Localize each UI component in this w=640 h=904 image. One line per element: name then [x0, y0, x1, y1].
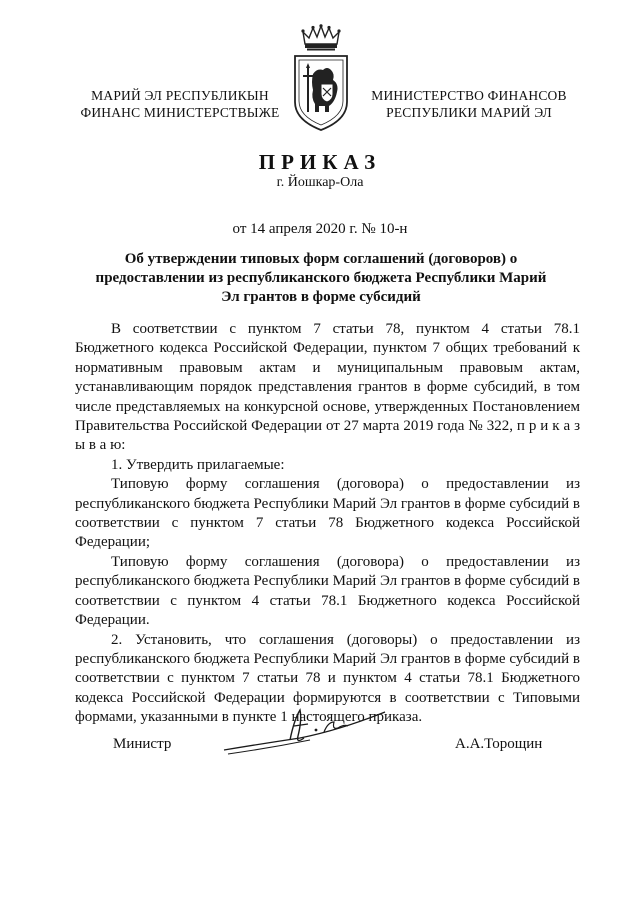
header-right-line2: РЕСПУБЛИКИ МАРИЙ ЭЛ — [386, 105, 552, 120]
coat-of-arms-icon — [291, 24, 351, 132]
signatory-role: Министр — [113, 736, 172, 752]
header-right-line1: МИНИСТЕРСТВО ФИНАНСОВ — [371, 88, 567, 103]
header-left-block — [80, 87, 280, 121]
body-paragraph-5: 2. Установить, что соглашения (договоры) о предоставлении из республиканского бюджета Республики Марий Эл грантов в форме субсидий в соответствии с пунктом 7 статьи 78 и пунктом 4 статьи 78.1 Бюджетного кодекса Российской Федерации формируются в соответствии с Типовыми формами, указанными в пункте 1 настоящего приказа. — [75, 631, 580, 726]
body-paragraph-2: 1. Утвердить прилагаемые: — [111, 456, 285, 473]
handwritten-signature — [220, 700, 390, 760]
body-paragraph-4: Типовую форму соглашения (договора) о предоставлении из республиканского бюджета Республики Марий Эл грантов в форме субсидий в соответствии с пунктом 4 статьи 78.1 Бюджетного кодекса Российской Федерации. — [75, 553, 580, 629]
document-body — [75, 320, 580, 728]
document-subject: Об утверждении типовых форм соглашений (договоров) о предоставлении из республиканского бюджета Республики Марий Эл грантов в форме субсидий — [95, 251, 547, 305]
header-left-line2: ФИНАНС МИНИСТЕРСТВЫЖЕ — [80, 105, 280, 120]
header-left-line1: МАРИЙ ЭЛ РЕСПУБЛИКЫН — [91, 88, 269, 103]
signatory-name: А.А.Торощин — [455, 736, 543, 752]
body-paragraph-3: Типовую форму соглашения (договора) о предоставлении из республиканского бюджета Республики Марий Эл грантов в форме субсидий в соответствии с пунктом 7 статьи 78 Бюджетного кодекса Российской Федерации; — [75, 476, 580, 551]
document-date-number: от 14 апреля 2020 г. № 10-н — [232, 221, 408, 237]
header-right-block — [364, 87, 574, 121]
body-paragraph-1: В соответствии с пунктом 7 статьи 78, пунктом 4 статьи 78.1 Бюджетного кодекса Российской Федерации, пунктом 7 общих требований к нормативным правовым актам и муниципальным правовым актам, устанавливающим порядок представления грантов в форме субсидий, в том числе представляемых на конкурсной основе, утвержденных Постановлением Правительства Российской Федерации от 27 марта 2019 года № 322, п р и к а з ы в а ю: — [75, 321, 580, 454]
signature-block — [0, 700, 640, 770]
document-title: ПРИКАЗ — [258, 150, 382, 174]
document-city: г. Йошкар-Ола — [276, 175, 364, 190]
